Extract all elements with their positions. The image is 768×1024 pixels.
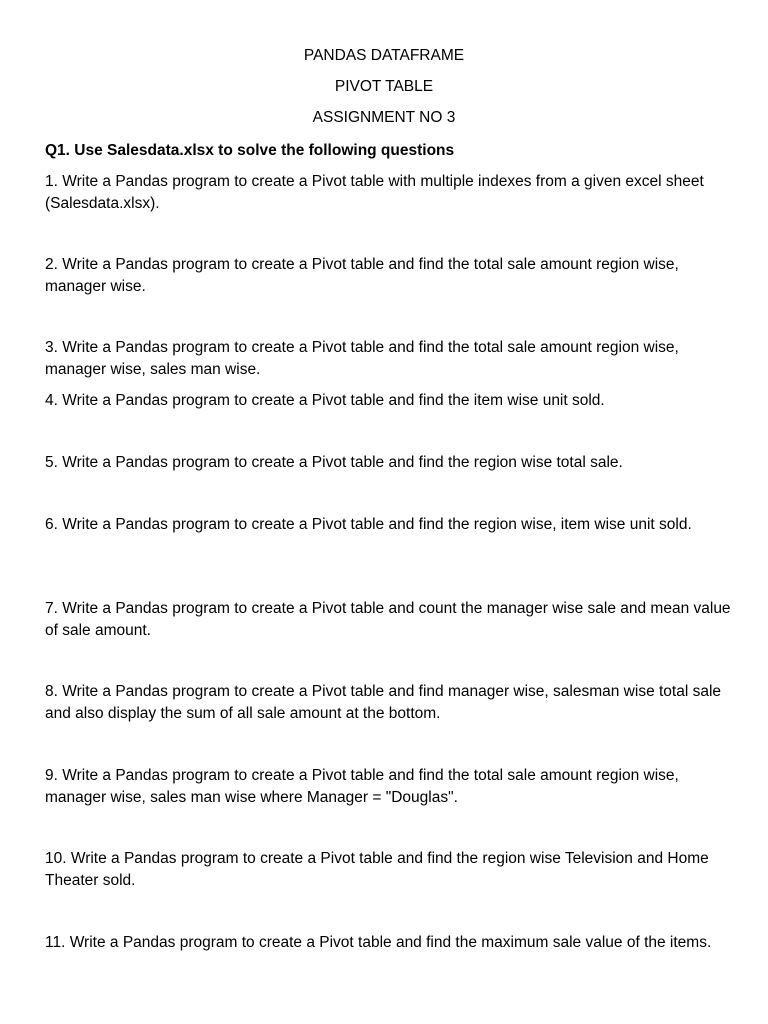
question-9: 9. Write a Pandas program to create a Pivot table and find the total sale amount region wise, manager wise, sales man wise where Manager = "Douglas".	[45, 767, 679, 806]
question-8: 8. Write a Pandas program to create a Pivot table and find manager wise, salesman wise total sale and also display the sum of all sale amount at the bottom.	[45, 683, 722, 722]
question-2: 2. Write a Pandas program to create a Pivot table and find the total sale amount region wise, manager wise.	[45, 256, 679, 295]
document-subtitle: PIVOT TABLE	[334, 78, 434, 95]
question-1: 1. Write a Pandas program to create a Pivot table with multiple indexes from a given excel sheet (Salesdata.xlsx).	[45, 173, 704, 212]
section-heading: Q1. Use Salesdata.xlsx to solve the following questions	[45, 142, 455, 159]
question-11: 11. Write a Pandas program to create a Pivot table and find the maximum sale value of the items.	[45, 934, 712, 951]
question-7: 7. Write a Pandas program to create a Pivot table and count the manager wise sale and mean value of sale amount.	[45, 600, 731, 639]
question-10: 10. Write a Pandas program to create a Pivot table and find the region wise Television and Home Theater sold.	[45, 850, 709, 889]
question-6: 6. Write a Pandas program to create a Pivot table and find the region wise, item wise unit sold.	[45, 516, 692, 533]
question-3: 3. Write a Pandas program to create a Pivot table and find the total sale amount region wise, manager wise, sales man wise.	[45, 339, 679, 378]
assignment-number: ASSIGNMENT NO 3	[312, 109, 456, 126]
question-5: 5. Write a Pandas program to create a Pivot table and find the region wise total sale.	[45, 454, 623, 471]
document-title: PANDAS DATAFRAME	[303, 47, 465, 64]
question-4: 4. Write a Pandas program to create a Pivot table and find the item wise unit sold.	[45, 392, 605, 409]
